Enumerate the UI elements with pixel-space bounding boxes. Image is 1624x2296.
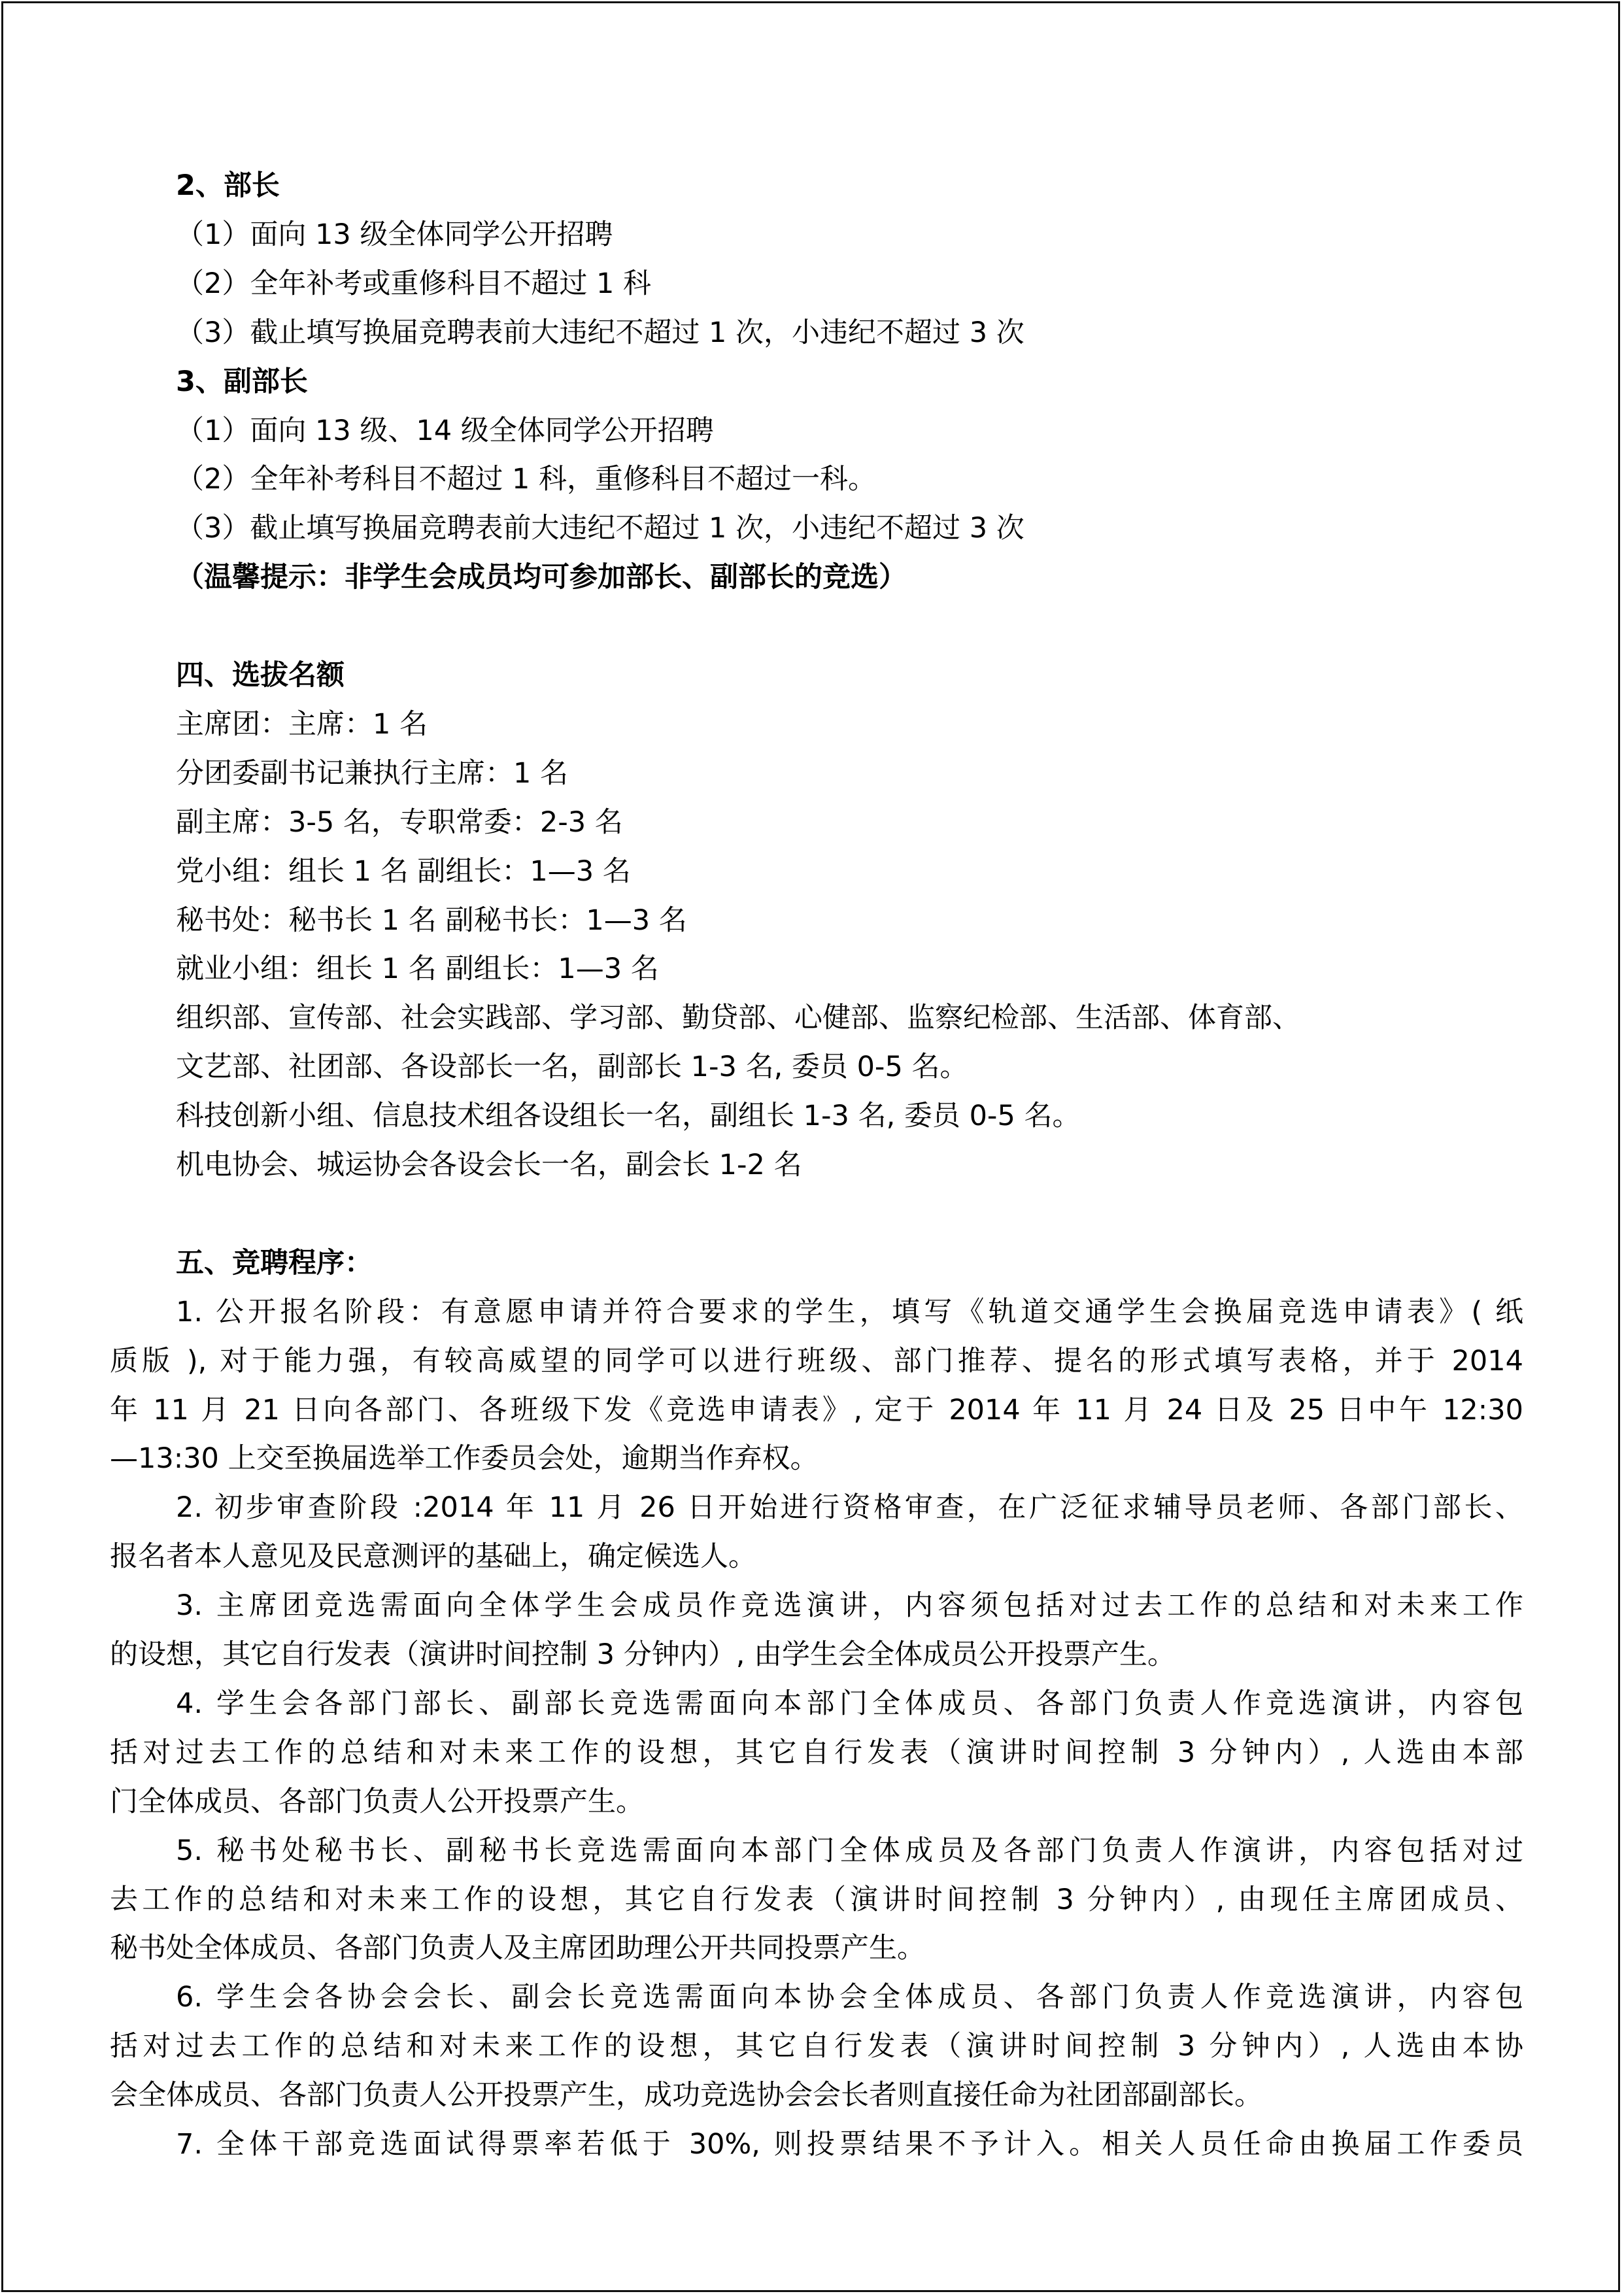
section-heading: 五、竞聘程序： — [176, 1246, 373, 1279]
paragraph-line: 去工作的总结和对未来工作的设想，其它自行发表（演讲时间控制 3 分钟内）, 由现任主席团成员、 — [110, 1883, 1523, 1916]
list-item: （1）面向 13 级全体同学公开招聘 — [176, 218, 613, 251]
list-item: （2）全年补考或重修科目不超过 1 科 — [176, 267, 652, 300]
paragraph-line: 门全体成员、各部门负责人公开投票产生。 — [110, 1785, 644, 1818]
section-heading: 2、部长 — [176, 169, 280, 202]
section-heading: 3、副部长 — [176, 365, 308, 398]
list-item: 文艺部、社团部、各设部长一名，副部长 1-3 名, 委员 0-5 名。 — [176, 1051, 968, 1084]
paragraph-line: 5. 秘书处秘书长、副秘书长竞选需面向本部门全体成员及各部门负责人作演讲，内容包括对过 — [176, 1834, 1523, 1867]
list-item: 机电协会、城运协会各设会长一名，副会长 1-2 名 — [176, 1149, 802, 1181]
paragraph-line: 年 11 月 21 日向各部门、各班级下发《竞选申请表》, 定于 2014 年 11 月 24 日及 25 日中午 12:30 — [110, 1393, 1523, 1427]
paragraph-line: 4. 学生会各部门部长、副部长竞选需面向本部门全体成员、各部门负责人作竞选演讲，内容包 — [176, 1687, 1523, 1720]
paragraph-line: 括对过去工作的总结和对未来工作的设想，其它自行发表（演讲时间控制 3 分钟内）, 人选由本协 — [110, 2030, 1523, 2063]
list-item: 副主席：3-5 名，专职常委：2-3 名 — [176, 805, 623, 839]
paragraph-line: 会全体成员、各部门负责人公开投票产生，成功竞选协会会长者则直接任命为社团部副部长。 — [110, 2079, 1262, 2112]
paragraph-line: 6. 学生会各协会会长、副会长竞选需面向本协会全体成员、各部门负责人作竞选演讲，内容包 — [176, 1981, 1523, 2014]
list-item: 科技创新小组、信息技术组各设组长一名，副组长 1-3 名, 委员 0-5 名。 — [176, 1100, 1081, 1133]
list-item: 就业小组：组长 1 名 副组长：1—3 名 — [176, 953, 659, 986]
paragraph-line: 质版 ), 对于能力强，有较高威望的同学可以进行班级、部门推荐、提名的形式填写表格，并于 2014 — [110, 1344, 1523, 1377]
paragraph-line: 2. 初步审查阶段 :2014 年 11 月 26 日开始进行资格审查，在广泛征求辅导员老师、各部门部长、 — [176, 1491, 1523, 1525]
paragraph-line: 3. 主席团竞选需面向全体学生会成员作竞选演讲，内容须包括对过去工作的总结和对未来工作 — [176, 1589, 1523, 1623]
paragraph-line: —13:30 上交至换届选举工作委员会处，逾期当作弃权。 — [110, 1442, 819, 1476]
paragraph-line: 7. 全体干部竞选面试得票率若低于 30%, 则投票结果不予计入。相关人员任命由换届工作委员 — [176, 2128, 1523, 2161]
list-item: （3）截止填写换届竞聘表前大违纪不超过 1 次，小违纪不超过 3 次 — [176, 512, 1024, 545]
list-item: 主席团：主席：1 名 — [176, 707, 428, 741]
section-heading: 四、选拔名额 — [176, 659, 345, 692]
list-item: 分团委副书记兼执行主席：1 名 — [176, 756, 569, 790]
list-item: 秘书处：秘书长 1 名 副秘书长：1—3 名 — [176, 903, 687, 937]
paragraph-line: 的设想，其它自行发表（演讲时间控制 3 分钟内）, 由学生会全体成员公开投票产生。 — [110, 1638, 1176, 1671]
section-heading: （温馨提示：非学生会成员均可参加部长、副部长的竞选） — [176, 561, 907, 594]
list-item: （2）全年补考科目不超过 1 科，重修科目不超过一科。 — [176, 463, 877, 496]
list-item: 党小组：组长 1 名 副组长：1—3 名 — [176, 854, 631, 888]
list-item: （1）面向 13 级、14 级全体同学公开招聘 — [176, 414, 714, 447]
list-item: 组织部、宣传部、社会实践部、学习部、勤贷部、心健部、监察纪检部、生活部、体育部、 — [176, 1002, 1300, 1035]
paragraph-line: 括对过去工作的总结和对未来工作的设想，其它自行发表（演讲时间控制 3 分钟内）, 人选由本部 — [110, 1736, 1523, 1769]
paragraph-line: 报名者本人意见及民意测评的基础上，确定候选人。 — [110, 1540, 756, 1574]
paragraph-line: 1. 公开报名阶段：有意愿申请并符合要求的学生，填写《轨道交通学生会换届竞选申请表》( 纸 — [176, 1295, 1523, 1328]
list-item: （3）截止填写换届竞聘表前大违纪不超过 1 次，小违纪不超过 3 次 — [176, 316, 1024, 349]
paragraph-line: 秘书处全体成员、各部门负责人及主席团助理公开共同投票产生。 — [110, 1932, 925, 1965]
